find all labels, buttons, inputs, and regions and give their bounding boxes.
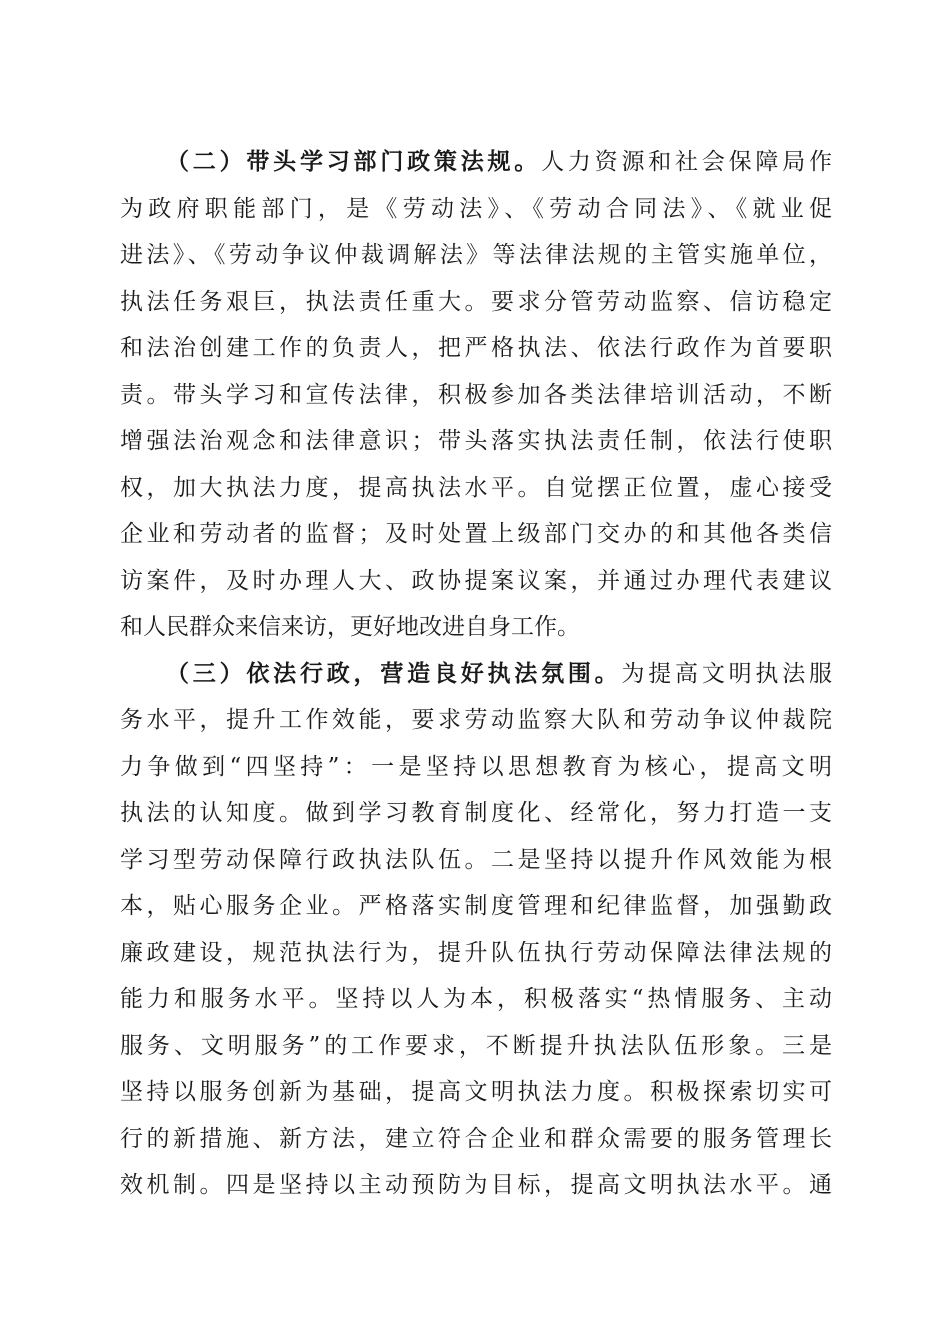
section3-line: 学习型劳动保障行政执法队伍。二是坚持以提升作风效能为根 <box>120 846 832 873</box>
section3-line: 能力和服务水平。坚持以人为本，积极落实“热情服务、主动 <box>120 986 832 1012</box>
section2-line1-rest: 人力资源和社会保障局作 <box>541 149 832 175</box>
section2-line: 权，加大执法力度，提高执法水平。自觉摆正位置，虚心接受 <box>120 474 832 501</box>
section2-line: 和法治创建工作的负责人，把严格执法、依法行政作为首要职 <box>120 335 832 361</box>
section3-line: 行的新措施、新方法，建立符合企业和群众需要的服务管理长 <box>120 1125 832 1152</box>
section2-line: 增强法治观念和法律意识；带头落实执法责任制，依法行使职 <box>120 428 832 454</box>
section2-line: 进法》、《劳动争议仲裁调解法》等法律法规的主管实施单位， <box>120 242 832 268</box>
section2-line: 执法任务艰巨，执法责任重大。要求分管劳动监察、信访稳定 <box>120 288 832 315</box>
section2-heading: （二）带头学习部门政策法规。 <box>166 148 542 175</box>
section3-line: 坚持以服务创新为基础，提高文明执法力度。积极探索切实可 <box>120 1079 832 1105</box>
section2-line: 企业和劳动者的监督；及时处置上级部门交办的和其他各类信 <box>120 521 832 547</box>
section3-line: 服务、文明服务”的工作要求，不断提升执法队伍形象。三是 <box>120 1032 832 1059</box>
section2-line: 和人民群众来信来访，更好地改进自身工作。 <box>120 614 580 640</box>
section3-line-1 <box>120 651 832 698</box>
section3-line: 务水平，提升工作效能，要求劳动监察大队和劳动争议仲裁院 <box>120 707 832 733</box>
section2-line: 责。带头学习和宣传法律，积极参加各类法律培训活动，不断 <box>120 381 832 408</box>
body-text <box>120 139 832 1209</box>
section2-line: 访案件，及时办理人大、政协提案议案，并通过办理代表建议 <box>120 567 832 594</box>
section3-line: 本，贴心服务企业。严格落实制度管理和纪律监督，加强勤政 <box>120 893 832 919</box>
section3-line: 力争做到“四坚持”：一是坚持以思想教育为核心，提高文明 <box>120 753 832 780</box>
section3-line: 廉政建设，规范执法行为，提升队伍执行劳动保障法律法规的 <box>120 939 832 966</box>
section3-heading: （三）依法行政，营造良好执法氛围。 <box>166 659 622 687</box>
section3-line1-rest: 为提高文明执法服 <box>621 660 832 687</box>
section2-line-1 <box>120 139 832 186</box>
section3-line: 执法的认知度。做到学习教育制度化、经常化，努力打造一支 <box>120 800 832 826</box>
section3-line: 效机制。四是坚持以主动预防为目标，提高文明执法水平。通 <box>120 1172 832 1198</box>
section2-line: 为政府职能部门，是《劳动法》、《劳动合同法》、《就业促 <box>120 195 832 222</box>
